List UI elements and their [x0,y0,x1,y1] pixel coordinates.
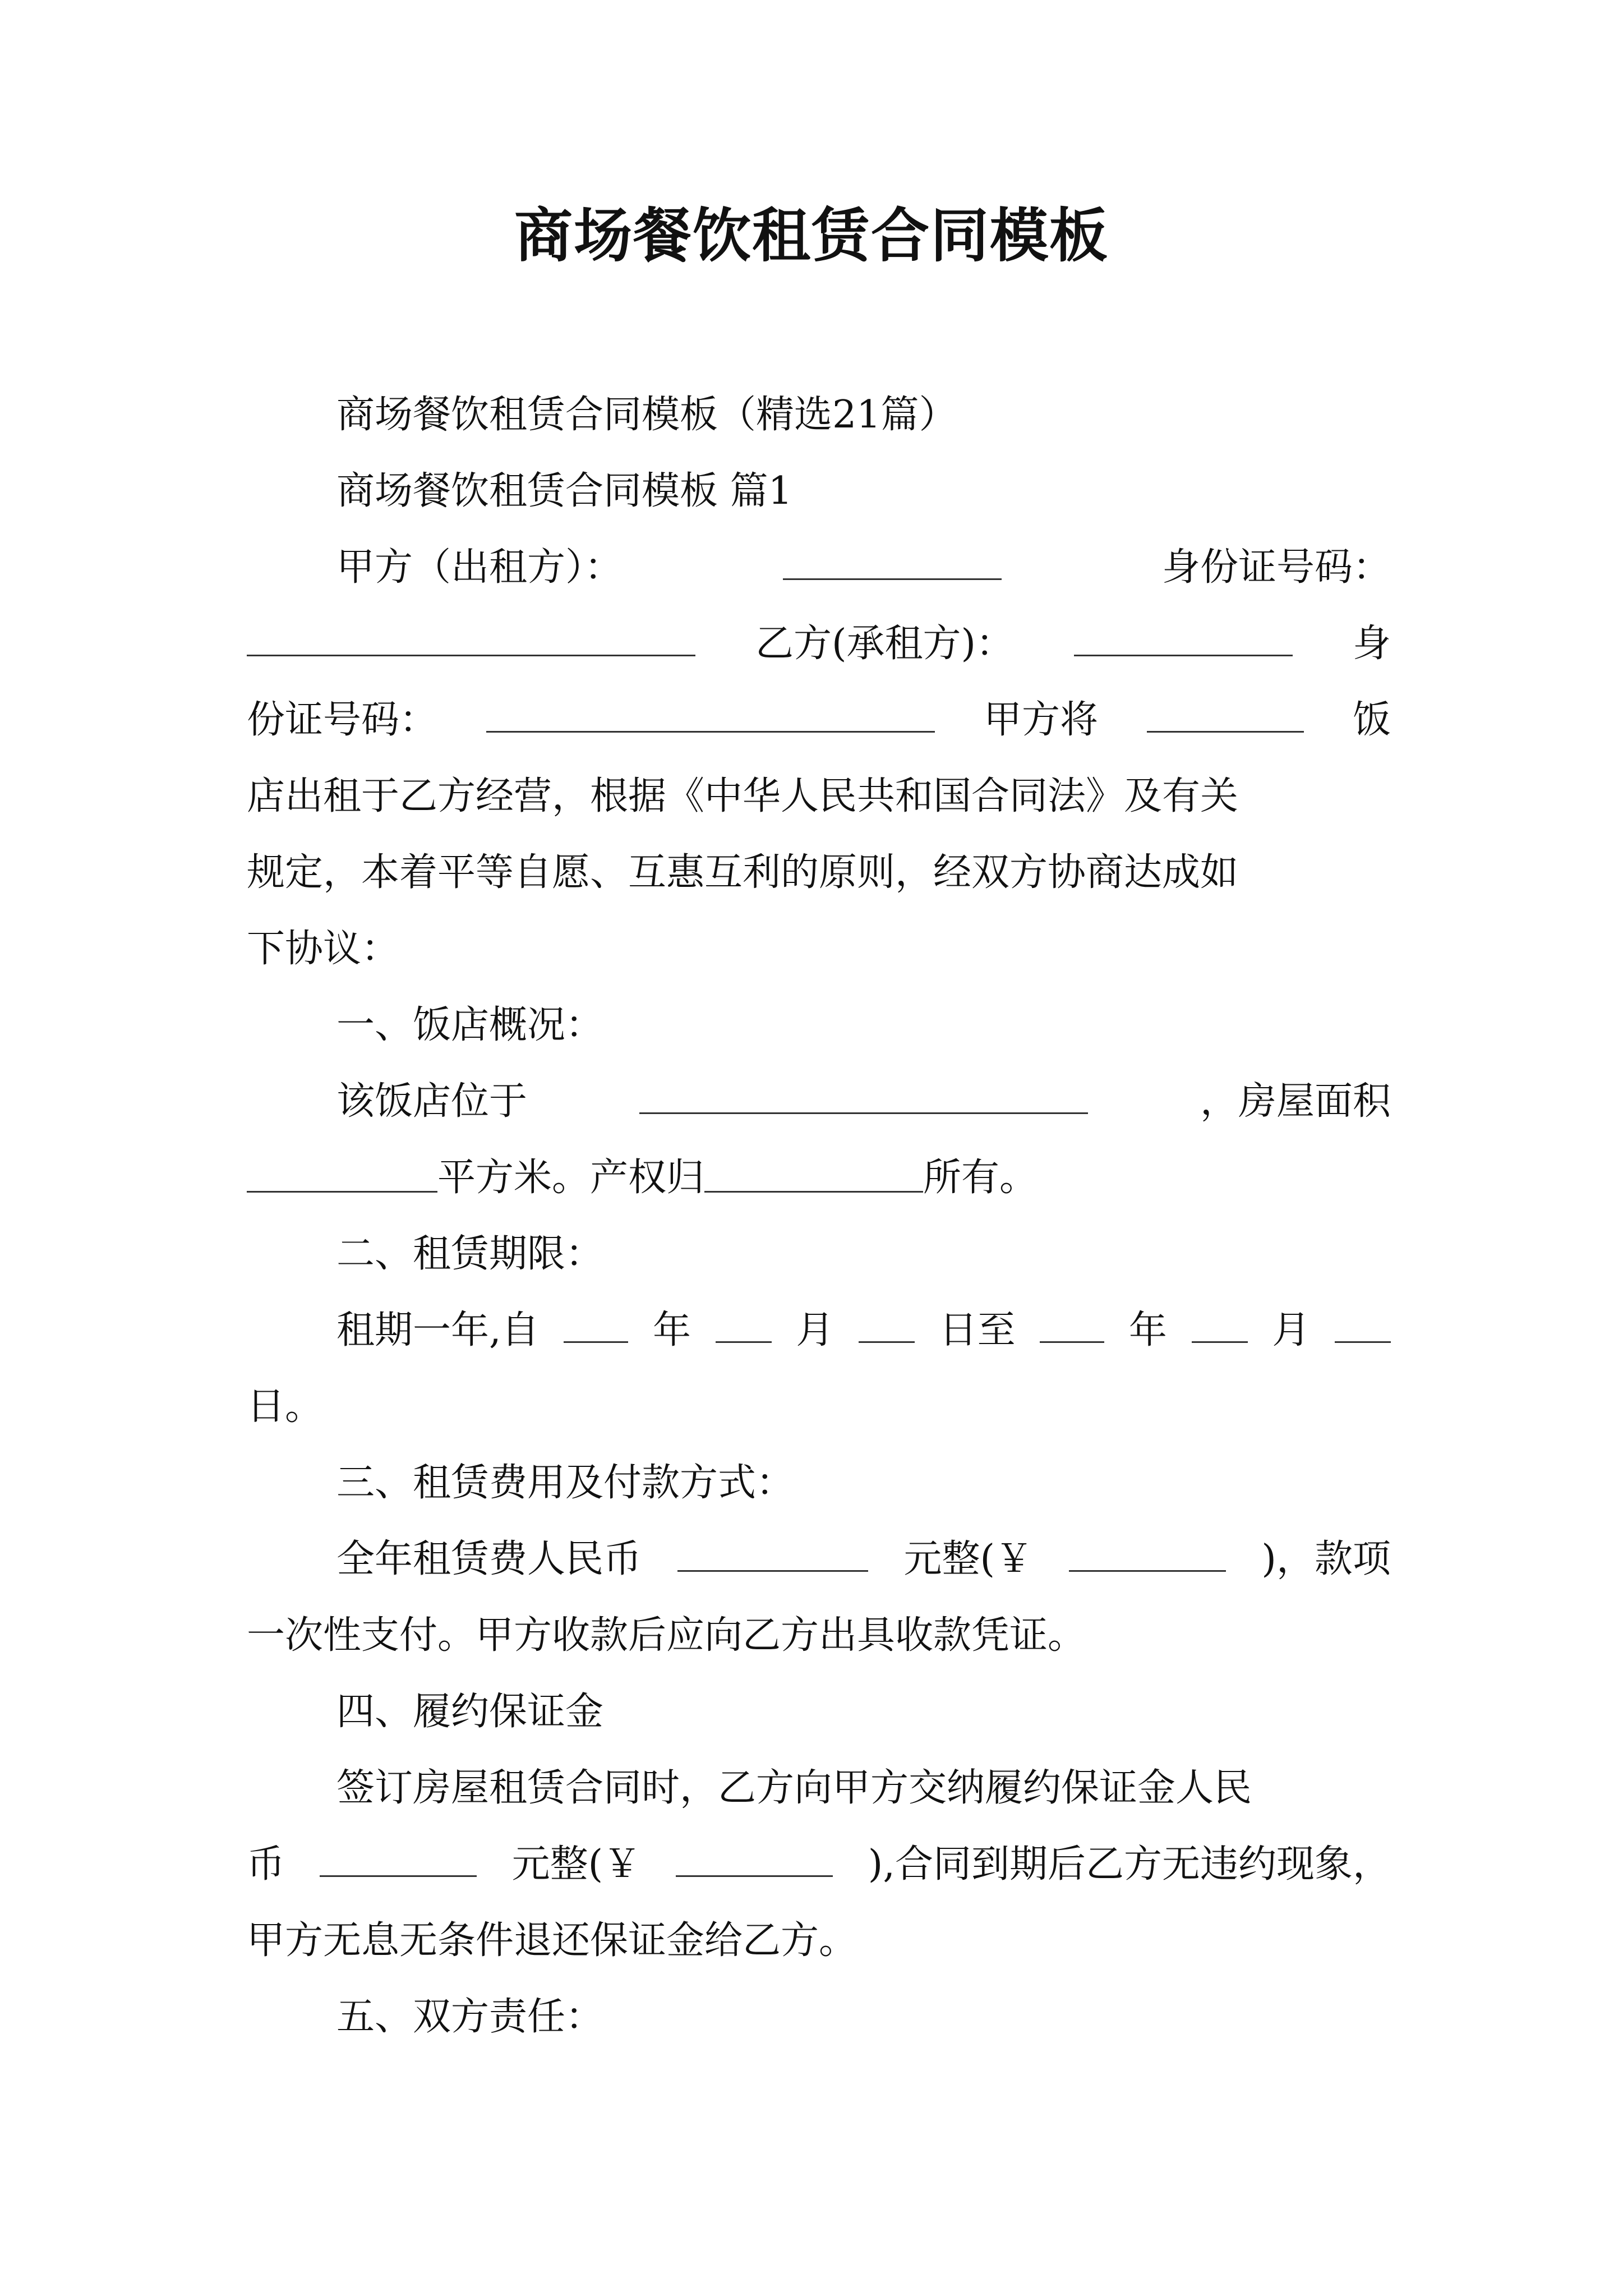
end-day-blank [1335,1305,1391,1343]
party-b-label: 乙方(承租方)： [755,622,1015,666]
month-label: 月 [796,1308,834,1352]
start-month-blank [716,1305,772,1343]
intro-line: 店出租于乙方经营，根据《中华人民共和国合同法》及有关 [247,774,1239,818]
id-label-start: 身 [1352,622,1391,666]
start-day-blank [859,1305,915,1343]
party-a-will: 甲方将 [983,698,1098,742]
rent-amount-words-blank [677,1534,868,1572]
annual-rent-prefix: 全年租赁费人民币 [336,1537,642,1581]
section-5-heading: 五、双方责任： [336,1995,604,2039]
party-a-name-blank [783,542,1002,580]
id-number-label: 身份证号码： [1161,545,1391,590]
month-label: 月 [1272,1308,1311,1352]
located-at-label: 该饭店位于 [336,1079,528,1124]
id-label-end: 份证号码： [247,698,438,742]
day-end-line: 日。 [247,1384,324,1429]
year-label: 年 [652,1308,691,1352]
location-blank [639,1076,1088,1114]
yuan-paren-label: 元整(￥ [903,1537,1033,1581]
currency-char: 币 [247,1842,285,1887]
yuan-paren-label: 元整(￥ [511,1842,642,1887]
end-year-blank [1040,1305,1104,1343]
party-a-label: 甲方（出租方）： [336,545,623,590]
annual-rent-line [247,1521,1391,1598]
section-3-heading: 三、租赁费用及付款方式： [336,1461,795,1505]
location-line [247,1064,1391,1140]
intro-line: 下协议： [247,927,400,971]
year-label: 年 [1128,1308,1167,1352]
rent-amount-figure-blank [1069,1534,1226,1572]
start-year-blank [564,1305,628,1343]
party-b-name-blank [1074,619,1293,656]
party-b-id-line [247,682,1391,758]
end-month-blank [1192,1305,1248,1343]
section-4-heading: 四、履约保证金 [336,1690,604,1734]
party-b-line [247,606,1391,682]
square-meters-label: 平方米。产权归 [437,1156,705,1200]
area-blank [247,1155,437,1193]
section-2-heading: 二、租赁期限： [336,1232,604,1276]
document-body [247,377,1391,2055]
document-subtitle: 商场餐饮租赁合同模板（精选21篇） [336,393,957,437]
area-label: ，房屋面积 [1200,1079,1391,1124]
restaurant-char: 饭 [1352,698,1391,742]
area-line [247,1140,1391,1216]
deposit-amount-words-blank [320,1839,477,1877]
section-1-heading: 一、饭店概况： [336,1003,604,1047]
lease-term-line [247,1292,1391,1369]
party-b-id-blank [486,695,935,733]
section-heading: 商场餐饮租赁合同模板 篇1 [336,469,792,513]
payment-line: 一次性支付。甲方收款后应向乙方出具收款凭证。 [247,1613,1086,1658]
document-title: 商场餐饮租赁合同模板 [514,201,1109,270]
owner-blank [704,1155,923,1193]
lease-term-prefix: 租期一年,自 [336,1308,540,1352]
intro-line: 规定，本着平等自愿、互惠互利的原则，经双方协商达成如 [247,850,1239,895]
deposit-amount-line [247,1826,1391,1903]
deposit-suffix: ),合同到期后乙方无违约现象， [868,1842,1391,1887]
payment-suffix: )，款项 [1261,1537,1391,1581]
restaurant-name-blank [1147,695,1304,733]
day-to-label: 日至 [939,1308,1016,1352]
deposit-amount-figure-blank [676,1839,833,1877]
owned-by-label: 所有。 [923,1156,1038,1200]
deposit-return-line: 甲方无息无条件退还保证金给乙方。 [247,1918,857,1963]
deposit-line: 签订房屋租赁合同时，乙方向甲方交纳履约保证金人民 [336,1766,1252,1810]
party-a-id-blank [247,619,695,656]
party-a-line [247,530,1391,606]
